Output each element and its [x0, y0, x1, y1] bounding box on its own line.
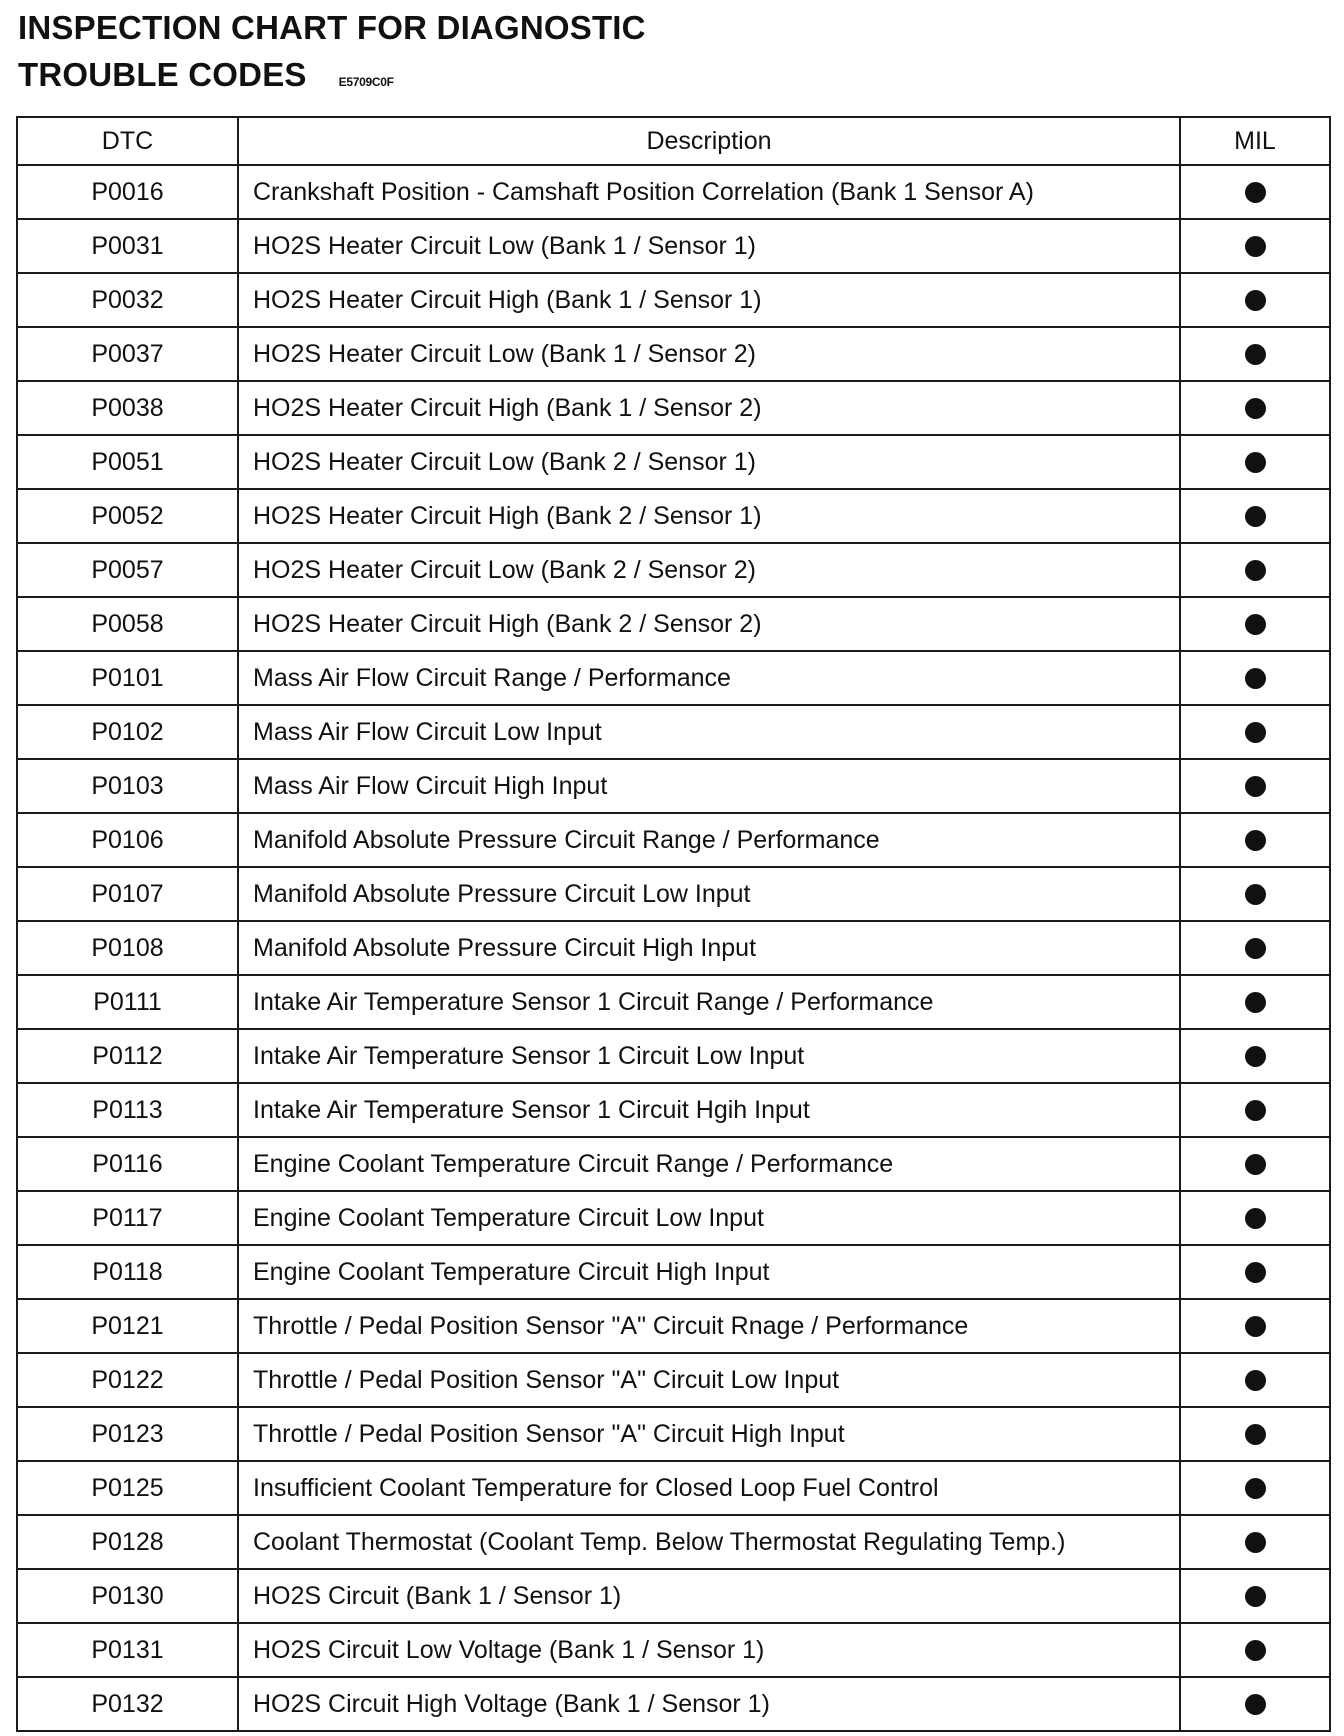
- header-mil: MIL: [1180, 117, 1330, 165]
- mil-cell: [1180, 759, 1330, 813]
- dtc-description-cell: Intake Air Temperature Sensor 1 Circuit Range / Performance: [238, 975, 1180, 1029]
- mil-cell: [1180, 813, 1330, 867]
- mil-indicator-icon: [1245, 1154, 1266, 1175]
- mil-indicator-icon: [1245, 398, 1266, 419]
- dtc-code-cell: P0038: [17, 381, 238, 435]
- header-dtc: DTC: [17, 117, 238, 165]
- mil-indicator-icon: [1245, 1586, 1266, 1607]
- mil-indicator-icon: [1245, 1262, 1266, 1283]
- header-description: Description: [238, 117, 1180, 165]
- mil-cell: [1180, 1083, 1330, 1137]
- mil-indicator-icon: [1245, 668, 1266, 689]
- mil-cell: [1180, 597, 1330, 651]
- table-row: [17, 1029, 1330, 1083]
- dtc-description-cell: Throttle / Pedal Position Sensor "A" Circuit Rnage / Performance: [238, 1299, 1180, 1353]
- table-row: [17, 813, 1330, 867]
- mil-cell: [1180, 219, 1330, 273]
- table-row: [17, 165, 1330, 219]
- mil-indicator-icon: [1245, 614, 1266, 635]
- dtc-description-cell: Mass Air Flow Circuit High Input: [238, 759, 1180, 813]
- dtc-code-cell: P0117: [17, 1191, 238, 1245]
- dtc-description-cell: HO2S Heater Circuit Low (Bank 1 / Sensor 1): [238, 219, 1180, 273]
- dtc-description-cell: HO2S Circuit High Voltage (Bank 1 / Sensor 1): [238, 1677, 1180, 1731]
- mil-indicator-icon: [1245, 1100, 1266, 1121]
- dtc-description-cell: Throttle / Pedal Position Sensor "A" Circuit Low Input: [238, 1353, 1180, 1407]
- dtc-description-cell: Throttle / Pedal Position Sensor "A" Circuit High Input: [238, 1407, 1180, 1461]
- dtc-description-cell: Manifold Absolute Pressure Circuit Low Input: [238, 867, 1180, 921]
- mil-indicator-icon: [1245, 344, 1266, 365]
- dtc-code-cell: P0116: [17, 1137, 238, 1191]
- mil-cell: [1180, 1299, 1330, 1353]
- mil-cell: [1180, 1623, 1330, 1677]
- dtc-description-cell: Manifold Absolute Pressure Circuit Range / Performance: [238, 813, 1180, 867]
- table-row: [17, 651, 1330, 705]
- mil-indicator-icon: [1245, 1478, 1266, 1499]
- table-row: [17, 867, 1330, 921]
- dtc-code-cell: P0123: [17, 1407, 238, 1461]
- mil-cell: [1180, 1515, 1330, 1569]
- dtc-code-cell: P0016: [17, 165, 238, 219]
- mil-cell: [1180, 489, 1330, 543]
- dtc-code-cell: P0112: [17, 1029, 238, 1083]
- dtc-code-cell: P0122: [17, 1353, 238, 1407]
- dtc-code-cell: P0128: [17, 1515, 238, 1569]
- dtc-description-cell: Engine Coolant Temperature Circuit Range / Performance: [238, 1137, 1180, 1191]
- table-row: [17, 975, 1330, 1029]
- dtc-description-cell: Crankshaft Position - Camshaft Position Correlation (Bank 1 Sensor A): [238, 165, 1180, 219]
- table-row: [17, 1515, 1330, 1569]
- mil-indicator-icon: [1245, 1370, 1266, 1391]
- mil-indicator-icon: [1245, 776, 1266, 797]
- dtc-description-cell: HO2S Heater Circuit High (Bank 1 / Sensor 2): [238, 381, 1180, 435]
- dtc-description-cell: Engine Coolant Temperature Circuit High Input: [238, 1245, 1180, 1299]
- mil-indicator-icon: [1245, 506, 1266, 527]
- dtc-description-cell: HO2S Heater Circuit Low (Bank 1 / Sensor 2): [238, 327, 1180, 381]
- table-row: [17, 1245, 1330, 1299]
- table-row: [17, 543, 1330, 597]
- mil-indicator-icon: [1245, 1208, 1266, 1229]
- table-row: [17, 1191, 1330, 1245]
- dtc-code-cell: P0132: [17, 1677, 238, 1731]
- dtc-code-cell: P0101: [17, 651, 238, 705]
- mil-indicator-icon: [1245, 560, 1266, 581]
- table-row: [17, 1569, 1330, 1623]
- mil-cell: [1180, 867, 1330, 921]
- dtc-code-cell: P0118: [17, 1245, 238, 1299]
- table-row: [17, 381, 1330, 435]
- mil-cell: [1180, 1245, 1330, 1299]
- dtc-code-cell: P0052: [17, 489, 238, 543]
- dtc-code-cell: P0108: [17, 921, 238, 975]
- dtc-description-cell: Mass Air Flow Circuit Low Input: [238, 705, 1180, 759]
- table-row: [17, 1137, 1330, 1191]
- dtc-code-cell: P0130: [17, 1569, 238, 1623]
- dtc-code-cell: P0037: [17, 327, 238, 381]
- dtc-code-cell: P0031: [17, 219, 238, 273]
- dtc-description-cell: Insufficient Coolant Temperature for Closed Loop Fuel Control: [238, 1461, 1180, 1515]
- page-title: [18, 4, 646, 106]
- mil-cell: [1180, 1407, 1330, 1461]
- dtc-description-cell: Intake Air Temperature Sensor 1 Circuit Hgih Input: [238, 1083, 1180, 1137]
- mil-indicator-icon: [1245, 722, 1266, 743]
- dtc-description-cell: Engine Coolant Temperature Circuit Low Input: [238, 1191, 1180, 1245]
- mil-cell: [1180, 165, 1330, 219]
- mil-indicator-icon: [1245, 452, 1266, 473]
- document-code: E5709C0F: [338, 75, 394, 89]
- mil-cell: [1180, 327, 1330, 381]
- mil-cell: [1180, 543, 1330, 597]
- table-row: [17, 219, 1330, 273]
- table-row: [17, 597, 1330, 651]
- mil-indicator-icon: [1245, 1424, 1266, 1445]
- table-row: [17, 1083, 1330, 1137]
- title-line-2: TROUBLE CODES: [18, 56, 307, 93]
- table-row: [17, 1299, 1330, 1353]
- dtc-description-cell: HO2S Circuit Low Voltage (Bank 1 / Sensor 1): [238, 1623, 1180, 1677]
- mil-indicator-icon: [1245, 1316, 1266, 1337]
- dtc-description-cell: Manifold Absolute Pressure Circuit High Input: [238, 921, 1180, 975]
- table-header-row: [17, 117, 1330, 165]
- dtc-code-cell: P0107: [17, 867, 238, 921]
- mil-cell: [1180, 651, 1330, 705]
- dtc-description-cell: HO2S Heater Circuit High (Bank 2 / Sensor 2): [238, 597, 1180, 651]
- title-line-2-wrapper: [18, 51, 646, 106]
- table-row: [17, 1677, 1330, 1731]
- mil-indicator-icon: [1245, 236, 1266, 257]
- table-row: [17, 1461, 1330, 1515]
- mil-indicator-icon: [1245, 1694, 1266, 1715]
- table-row: [17, 705, 1330, 759]
- table-row: [17, 759, 1330, 813]
- mil-indicator-icon: [1245, 182, 1266, 203]
- mil-cell: [1180, 975, 1330, 1029]
- table-row: [17, 1407, 1330, 1461]
- dtc-code-cell: P0111: [17, 975, 238, 1029]
- mil-indicator-icon: [1245, 938, 1266, 959]
- table-row: [17, 1623, 1330, 1677]
- mil-cell: [1180, 381, 1330, 435]
- mil-cell: [1180, 921, 1330, 975]
- mil-cell: [1180, 1137, 1330, 1191]
- mil-indicator-icon: [1245, 1046, 1266, 1067]
- table-row: [17, 327, 1330, 381]
- mil-cell: [1180, 273, 1330, 327]
- dtc-code-cell: P0051: [17, 435, 238, 489]
- dtc-code-cell: P0102: [17, 705, 238, 759]
- mil-cell: [1180, 1353, 1330, 1407]
- dtc-description-cell: HO2S Heater Circuit Low (Bank 2 / Sensor 2): [238, 543, 1180, 597]
- table-row: [17, 273, 1330, 327]
- dtc-description-cell: Coolant Thermostat (Coolant Temp. Below Thermostat Regulating Temp.): [238, 1515, 1180, 1569]
- mil-cell: [1180, 1029, 1330, 1083]
- mil-indicator-icon: [1245, 290, 1266, 311]
- dtc-description-cell: HO2S Heater Circuit High (Bank 1 / Sensor 1): [238, 273, 1180, 327]
- table-row: [17, 489, 1330, 543]
- table-row: [17, 1353, 1330, 1407]
- dtc-code-cell: P0106: [17, 813, 238, 867]
- dtc-code-cell: P0103: [17, 759, 238, 813]
- mil-cell: [1180, 1569, 1330, 1623]
- dtc-code-cell: P0131: [17, 1623, 238, 1677]
- dtc-description-cell: Mass Air Flow Circuit Range / Performance: [238, 651, 1180, 705]
- mil-indicator-icon: [1245, 1532, 1266, 1553]
- dtc-code-cell: P0057: [17, 543, 238, 597]
- dtc-code-cell: P0113: [17, 1083, 238, 1137]
- dtc-code-cell: P0125: [17, 1461, 238, 1515]
- table-body: [17, 165, 1330, 1731]
- title-line-1: INSPECTION CHART FOR DIAGNOSTIC: [18, 9, 646, 46]
- mil-cell: [1180, 1191, 1330, 1245]
- dtc-description-cell: HO2S Circuit (Bank 1 / Sensor 1): [238, 1569, 1180, 1623]
- dtc-code-cell: P0121: [17, 1299, 238, 1353]
- mil-indicator-icon: [1245, 830, 1266, 851]
- mil-cell: [1180, 435, 1330, 489]
- mil-indicator-icon: [1245, 1640, 1266, 1661]
- mil-indicator-icon: [1245, 992, 1266, 1013]
- mil-cell: [1180, 1677, 1330, 1731]
- table-row: [17, 921, 1330, 975]
- mil-cell: [1180, 1461, 1330, 1515]
- mil-cell: [1180, 705, 1330, 759]
- table-row: [17, 435, 1330, 489]
- dtc-code-cell: P0058: [17, 597, 238, 651]
- dtc-description-cell: HO2S Heater Circuit Low (Bank 2 / Sensor 1): [238, 435, 1180, 489]
- dtc-inspection-table: [16, 116, 1331, 1732]
- dtc-description-cell: HO2S Heater Circuit High (Bank 2 / Sensor 1): [238, 489, 1180, 543]
- dtc-code-cell: P0032: [17, 273, 238, 327]
- dtc-description-cell: Intake Air Temperature Sensor 1 Circuit Low Input: [238, 1029, 1180, 1083]
- mil-indicator-icon: [1245, 884, 1266, 905]
